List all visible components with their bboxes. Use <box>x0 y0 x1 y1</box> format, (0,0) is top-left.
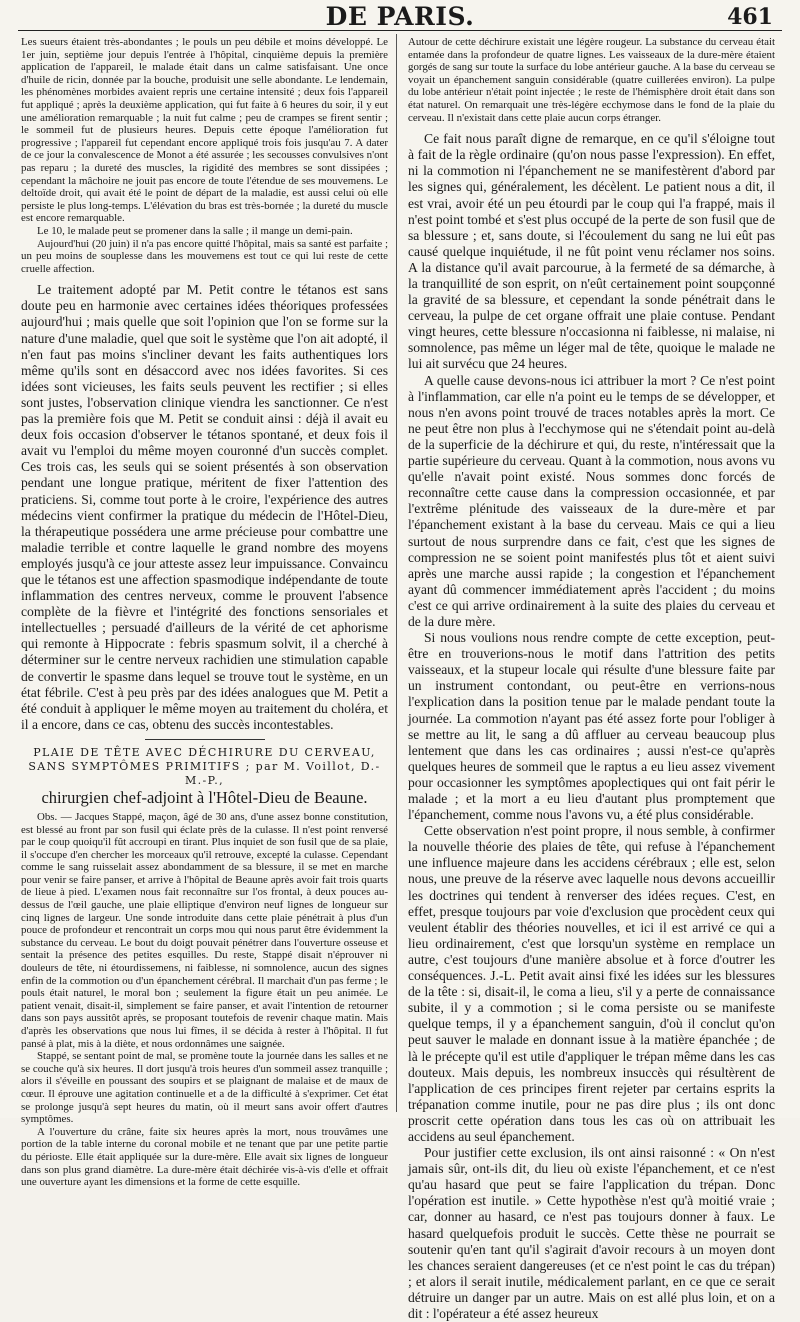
article-title: PLAIE DE TÊTE AVEC DÉCHIRURE DU CERVEAU, SANS SYMPTÔMES PRIMITIFS ; par M. Voillot, D.-M.-P., <box>28 745 381 787</box>
paragraph: Stappé, se sentant point de mal, se promène toute la journée dans les salles et ne se couche qu'à six heures. Il dort jusqu'à trois heures d'un sommeil assez tranquille ; alors il s'éveille en poussant des soupirs et se plaignant de malaise et de maux de cœur. Il éprouve une agitation continuelle et a de la difficulté à s'exprimer. Cet état se prolonge jusqu'à sept heures du matin, où il meurt sans avoir offert d'autres symptômes. <box>21 1050 388 1126</box>
paragraph: Autour de cette déchirure existait une légère rougeur. La substance du cerveau était entamée dans la profondeur de quatre lignes. Les vaisseaux de la dure-mère étaient gorgés de sang sur toute la surface du lobe antérieur gauche. A la base du cerveau se voyait un épanchement sanguin considérable (quatre cuillerées environ). La pulpe du lobe antérieur n'était point injectée ; le reste de l'hémisphère droit était dans son état naturel. On remarquait une très-légère ecchymose dans le fond de la plaie du cerveau. Il n'existait dans cette plaie aucun corps étranger. <box>408 36 775 124</box>
paragraph: Cette observation n'est point propre, il nous semble, à confirmer la nouvelle théorie des plaies de tête, qui refuse à l'épanchement une influence majeure dans les accidens cérébraux ; elle est, selon nous, une preuve de la réserve avec laquelle nous devons accueillir les doctrines qui tendent à renverser des idées reçues. C'est, en effet, presque toujours par voie d'exclusion que procèdent ceux qui veulent établir des théories nouvelles, et ici il est arrivé ce qui a lieu ordinairement, c'est que lorsqu'un système en remplace un autre, c'est toujours d'une manière absolue et à force d'outrer les conséquences. J.-L. Petit avait ainsi fixé les idées sur les blessures de la tête : si, disait-il, le coma a lieu, s'il y a perte de connaissance subite, il y a commotion ; si le coma persiste ou se manifeste quelque temps, il y a épanchement sanguin, d'où il conclut qu'on peut sauver le malade en donnant issue à la matière épanchée ; de là le précepte qu'il est utile d'appliquer le trépan même dans les cas douteux. Mais depuis, les nombreux insuccès qui résultèrent de l'application de ces principes firent rejeter par certains esprits la trépanation comme inutile, pour ne pas dire plus ; ils ont donc proscrit cette opération dans tous les cas où on attribuait les accidens au seul épanchement. <box>408 823 775 1144</box>
column-divider <box>396 34 397 1112</box>
article-heading <box>21 739 388 807</box>
left-column <box>21 36 388 1189</box>
paragraph: Si nous voulions nous rendre compte de cette exception, peut-être en trouverions-nous le motif dans l'attrition des petits vaisseaux, et la stupeur locale qui résulte d'une blessure faite par un instrument contondant, ou peut-être en verrions-nous l'explication dans la position tenue par le malade pendant toute la journée. La commotion n'ayant pas été assez forte pour l'obliger à se mettre au lit, le sang a dû affluer au cerveau beaucoup plus lentement que dans les cas ordinaires ; aussi n'est-ce qu'après quelques heures de sommeil que le raptus a eu lieu assez vivement pour occasionner les symptômes apoplectiques qui ont fait périr le malade ; et la mort a eu lieu d'autant plus promptement que l'épanchement, comme nous l'avons vu, a été plus considérable. <box>408 630 775 823</box>
header-rule <box>18 30 782 31</box>
paragraph: Le 10, le malade peut se promener dans la salle ; il mange un demi-pain. <box>37 224 353 237</box>
right-column <box>408 36 775 1321</box>
page-header <box>0 0 800 30</box>
paragraph: Le traitement adopté par M. Petit contre le tétanos est sans doute peu en harmonie avec certaines idées théoriques professées aujourd'hui ; mais quelle que soit l'opinion que l'on se forme sur la nature d'une maladie, quel que soit le système que l'on ait adopté, il n'en faut pas moins s'incliner devant les faits authentiques lors même qu'ils sont en désaccord avec nos idées favorites. Si ces idées sont vicieuses, les faits seuls peuvent les rectifier ; si elles sont justes, l'observation clinique viendra les sanctionner. Ce n'est pas la première fois que M. Petit se conduit ainsi : déjà il avait eu deux fois occasion d'observer le tétanos spontané, et deux fois il avait vu l'emploi du même moyen couronné d'un succès complet. Ces trois cas, les seuls qui se soient présentés à son observation pendant une longue pratique, méritent de fixer l'attention des praticiens. Si, comme tout porte à le croire, l'expérience des autres médecins vient confirmer la pratique du médecin de l'Hôtel-Dieu, la thérapeutique possédera une arme précieuse pour combattre une maladie terrible et contre laquelle le grand nombre des moyens employés jusqu'à ce jour atteste assez leur impuissance. Convaincu que le tétanos est une affection spasmodique indépendante de toute inflammation des centres nerveux, comme le prouvent l'absence complète de la fièvre et l'intégrité des fonctions sensoriales et intellectuelles ; persuadé d'ailleurs de la vérité de cet aphorisme qui remonte à Hippocrate : febris spasmum solvit, il a cherché à déterminer sur le centre nerveux rachidien une stimulation capable de convertir le spasme dans lequel se trouve tout le système, en un état fébrile. C'est à peu près par des idées analogues que M. Petit a été conduit à appliquer le même moyen au traitement du choléra, et il a encore, dans ce cas, obtenu des succès incontestables. <box>21 282 388 732</box>
paragraph: Obs. — Jacques Stappé, maçon, âgé de 30 ans, d'une assez bonne constitution, est blessé au front par son fusil qui éclate près de la culasse. Il n'est point renversé par le coup quoiqu'il fût accroupi en tirant. Plus inquiet de son fusil que de sa plaie, il s'occupe d'en chercher les morceaux qu'il retrouve, excepté la culasse. Cependant comme le sang ruisselait assez abondamment de sa blessure, il se met en marche pour venir se faire panser, et arrive à l'hôpital de Beaune après avoir fait trois quarts de lieue à pied. L'examen nous fait reconnaître sur l'os frontal, à deux pouces au-dessus de l'œil gauche, une plaie elliptique d'environ neuf lignes de longueur sur cinq lignes de largeur. Une sonde introduite dans cette plaie pénétrait à plus d'un pouce de profondeur et rencontrait un corps mou qui nous parut être évidemment la substance du cerveau. Le bout du doigt pouvait pénétrer dans l'ouverture osseuse et sentait la présence des petites esquilles. Du reste, Stappé disait n'éprouver ni douleurs de tête, ni étourdissemens, ni faiblesse, ni somnolence, aucun des signes enfin de la commotion ou d'un épanchement cérébral. Il marchait d'un pas ferme ; le pouls était naturel, le moral bon ; seulement la figure était un peu animée. Le patient venait, disait-il, simplement se faire panser, et avait l'intention de retourner dans son pays aussitôt après, se proposant toutefois de revenir chaque matin. Mais d'après les observations que nous lui fîmes, il se décida à rester à l'hôpital. Il fut pansé à plat, mis à la diète, et nous ordonnâmes une saignée. <box>21 810 388 1050</box>
paragraph: A l'ouverture du crâne, faite six heures après la mort, nous trouvâmes une portion de la table interne du coronal mobile et ne tenant que par une petite partie du périoste. Elle était appliquée sur la dure-mère. Elle avait six lignes de longueur dans son plus grand diamètre. La dure-mère était déchirée vis-à-vis d'elle et offrait une ouverture ayant les dimensions et la forme de cette esquille. <box>21 1125 388 1189</box>
page-number: 461 <box>727 4 773 30</box>
page-title: DE PARIS. <box>325 2 475 31</box>
paragraph: Les sueurs étaient très-abondantes ; le pouls un peu débile et moins développé. Le 1er juin, septième jour depuis l'entrée à l'hôpital, cinquième depuis la première application de l'appareil, le malade était dans un calme satisfaisant. Une once d'huile de ricin, donnée par la bouche, produisit une selle abondante. Le lendemain, les phénomènes morbides avaient repris une certaine intensité ; deux fois l'appareil fut appliqué ; après la deuxième application, qui fut faite à 6 heures du soir, il y eut une amélioration remarquable ; la nuit fut calme ; peu de crampes se firent sentir ; le sommeil fut de plusieurs heures. Depuis cette époque l'amélioration fut progressive ; l'appareil fut cependant encore appliqué trois fois jusqu'au 7. A dater de ce jour la convalescence de Monot a été assurée ; les secousses convulsives n'ont pas reparu ; la dureté des muscles, la rigidité des membres se sont dissipées ; cependant la mâchoire ne jouit pas encore de toute l'étendue de ses mouvemens. Le deltoïde droit, qui avait été le point de départ de la maladie, est aussi celui où elle persiste le plus long-temps. L'élévation du bras est très-bornée ; la dureté du muscle est encore remarquable. <box>21 36 388 225</box>
paragraph: Ce fait nous paraît digne de remarque, en ce qu'il s'éloigne tout à fait de la règle ordinaire (qu'on nous passe l'expression). En effet, ni la commotion ni l'épanchement ne se manifestèrent d'abord par les signes qui, généralement, les décèlent. Le patient nous a dit, il est vrai, avoir été un peu étourdi par le coup qui l'a frappé, mais il n'est point tombé et s'est plus occupé de la perte de son fusil que de sa blessure ; et, sans doute, si l'écoulement du sang ne lui eût pas causé quelque inquiétude, il ne fût point venu réclamer nos soins. A la distance qu'il avait parcourue, à la fermeté de sa démarche, à la tranquillité de son esprit, on n'eût certainement point soupçonné la gravité de sa blessure, et cependant la sonde pénétrait dans le cerveau, la pulpe de cet organe offrait une plaie contuse. Pendant vingt heures, cette blessure n'occasionna ni faiblesse, ni malaise, ni somnolence, pas même un léger mal de tête, quoique le malade ne lui ait survécu que 24 heures. <box>408 131 775 372</box>
paragraph: A quelle cause devons-nous ici attribuer la mort ? Ce n'est point à l'inflammation, car elle n'a point eu le temps de se développer, et nous n'en avons point trouvé de traces notables après la mort. Ce ne peut être non plus à l'ecchymose qui ne s'étendait point au-delà de la superficie de la déchirure et qui, du reste, n'intéressait que la partie supérieure du cerveau. Quant à la commotion, nous avons vu qu'elle n'avait point existé. Nous sommes donc forcés de reconnaître cette cause dans la compression occasionnée, et par l'extrême plénitude des vaisseaux de la dure-mère et par l'épanchement existant à la base du cerveau. Mais ce qui a lieu surtout de nous surprendre dans ce fait, c'est que les signes de compression ne se soient point manifestés plus tôt et aient suivi après une marche aussi rapide ; la congestion et l'épanchement ayant dû commencer immédiatement après l'accident ; du moins c'est ce qui arrive ordinairement à la suite des plaies du cerveau et de la dure mère. <box>408 372 775 629</box>
article-author-position: chirurgien chef-adjoint à l'Hôtel-Dieu de Beaune. <box>41 787 368 807</box>
paragraph: Aujourd'hui (20 juin) il n'a pas encore quitté l'hôpital, mais sa santé est parfaite ; un peu moins de souplesse dans les mouvemens est tout ce qui lui reste de cette cruelle affection. <box>21 237 388 275</box>
paragraph: Pour justifier cette exclusion, ils ont ainsi raisonné : « On n'est jamais sûr, ont-ils dit, du lieu où existe l'épanchement, et ce n'est qu'au hasard que peut se faire l'application du trépan. Donc l'opération est inutile. » Cette hypothèse n'est qu'à moitié vraie ; car, donner au hasard, ce n'est pas toujours donner à faux. Le hasard quelquefois produit le succès. Cette thèse ne pourrait se soutenir qu'en tant qu'il s'agirait d'avoir recours à un moyen dont les chances seraient dangereuses (et ce n'est point le cas du trépan) ; et alors il serait inutile, médicalement parlant, en ce que ce serait détruire un danger par un autre. Mais on est allé plus loin, et on a dit : l'opérateur a été assez heureux <box>408 1145 775 1321</box>
divider-rule <box>145 739 265 740</box>
